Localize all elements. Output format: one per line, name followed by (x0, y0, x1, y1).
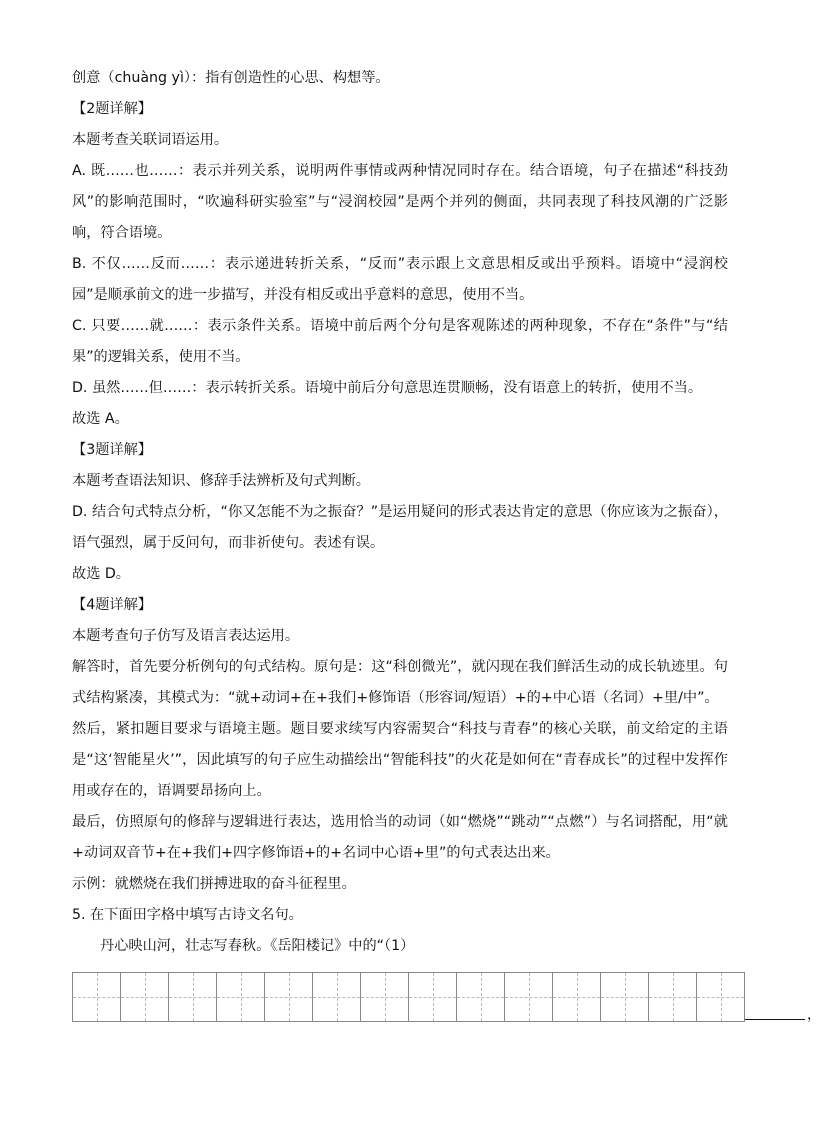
text-line: D. 虽然……但……：表示转折关系。语境中前后分句意思连贯顺畅，没有语意上的转折，使用不当。 (72, 380, 703, 396)
question-title: 5. 在下面田字格中填写古诗文名句。 (72, 907, 303, 923)
grid-cell[interactable] (505, 973, 553, 1021)
grid-cell[interactable] (553, 973, 601, 1021)
section-heading: 【2题详解】 (72, 101, 152, 117)
text-line: B. 不仅……反而……：表示递进转折关系，“反而”表示跟上文意思相反或出乎预料。语境中“浸润校园”是顺承前文的进一步描写，并没有相反或出乎意料的意思，使用不当。 (72, 256, 728, 303)
text-line: 本题考查语法知识、修辞手法辨析及句式判断。 (72, 473, 370, 489)
text-line: 然后，紧扣题目要求与语境主题。题目要求续写内容需契合“科技与青春”的核心关联，前文给定的主语是“这‘智能星火’”，因此填写的句子应生动描绘出“智能科技”的火花是如何在“青春成长”的过程中发挥作用或存在的，语调要昂扬向上。 (72, 721, 728, 799)
tianzige-grid[interactable] (72, 972, 745, 1022)
grid-cell[interactable] (409, 973, 457, 1021)
text-line: A. 既……也……：表示并列关系，说明两件事情或两种情况同时存在。结合语境，句子在描述“科技劲风”的影响范围时，“吹遍科研实验室”与“浸润校园”是两个并列的侧面，共同表现了科技风潮的广泛影响，符合语境。 (72, 163, 728, 241)
text-line: 示例：就燃烧在我们拼搏进取的奋斗征程里。 (72, 876, 356, 892)
document-body (72, 63, 728, 962)
grid-tail-punctuation: ， (807, 1007, 821, 1023)
grid-cell[interactable] (217, 973, 265, 1021)
text-line: 最后，仿照原句的修辞与逻辑进行表达，选用恰当的动词（如“燃烧”“跳动”“点燃”）与名词搭配，用“就+动词双音节+在+我们+四字修饰语+的+名词中心语+里”的句式表达出来。 (72, 814, 728, 861)
text-line: C. 只要……就……：表示条件关系。语境中前后两个分句是客观陈述的两种现象，不存在“条件”与“结果”的逻辑关系，使用不当。 (72, 318, 728, 365)
question-prompt: 丹心映山河，壮志写春秋。《岳阳楼记》中的“（1） (100, 938, 415, 954)
text-line: 故选 D。 (72, 566, 130, 582)
grid-cell[interactable] (121, 973, 169, 1021)
answer-blank-line[interactable] (745, 1019, 805, 1020)
section-heading: 【3题详解】 (72, 442, 152, 458)
text-line: D. 结合句式特点分析，“你又怎能不为之振奋？”是运用疑问的形式表达肯定的意思（你应该为之振奋），语气强烈，属于反问句，而非祈使句。表述有误。 (72, 504, 728, 551)
text-line: 解答时，首先要分析例句的句式结构。原句是：这“科创微光”，就闪现在我们鲜活生动的成长轨迹里。句式结构紧凑，其模式为：“就+动词+在+我们+修饰语（形容词/短语）+的+中心语（名词）+里/中”。 (72, 659, 728, 706)
grid-cell[interactable] (73, 973, 121, 1021)
grid-cell[interactable] (649, 973, 697, 1021)
grid-cell[interactable] (601, 973, 649, 1021)
grid-cell[interactable] (457, 973, 505, 1021)
answer-row (72, 972, 821, 1022)
grid-cell[interactable] (313, 973, 361, 1021)
grid-cell[interactable] (697, 973, 745, 1021)
grid-cell[interactable] (169, 973, 217, 1021)
grid-cell[interactable] (361, 973, 409, 1021)
section-heading: 【4题详解】 (72, 597, 152, 613)
grid-cell[interactable] (265, 973, 313, 1021)
text-line: 故选 A。 (72, 411, 129, 427)
text-line: 创意（chuàng yì）：指有创造性的心思、构想等。 (72, 70, 390, 86)
text-line: 本题考查关联词语运用。 (72, 132, 229, 148)
text-line: 本题考查句子仿写及语言表达运用。 (72, 628, 300, 644)
